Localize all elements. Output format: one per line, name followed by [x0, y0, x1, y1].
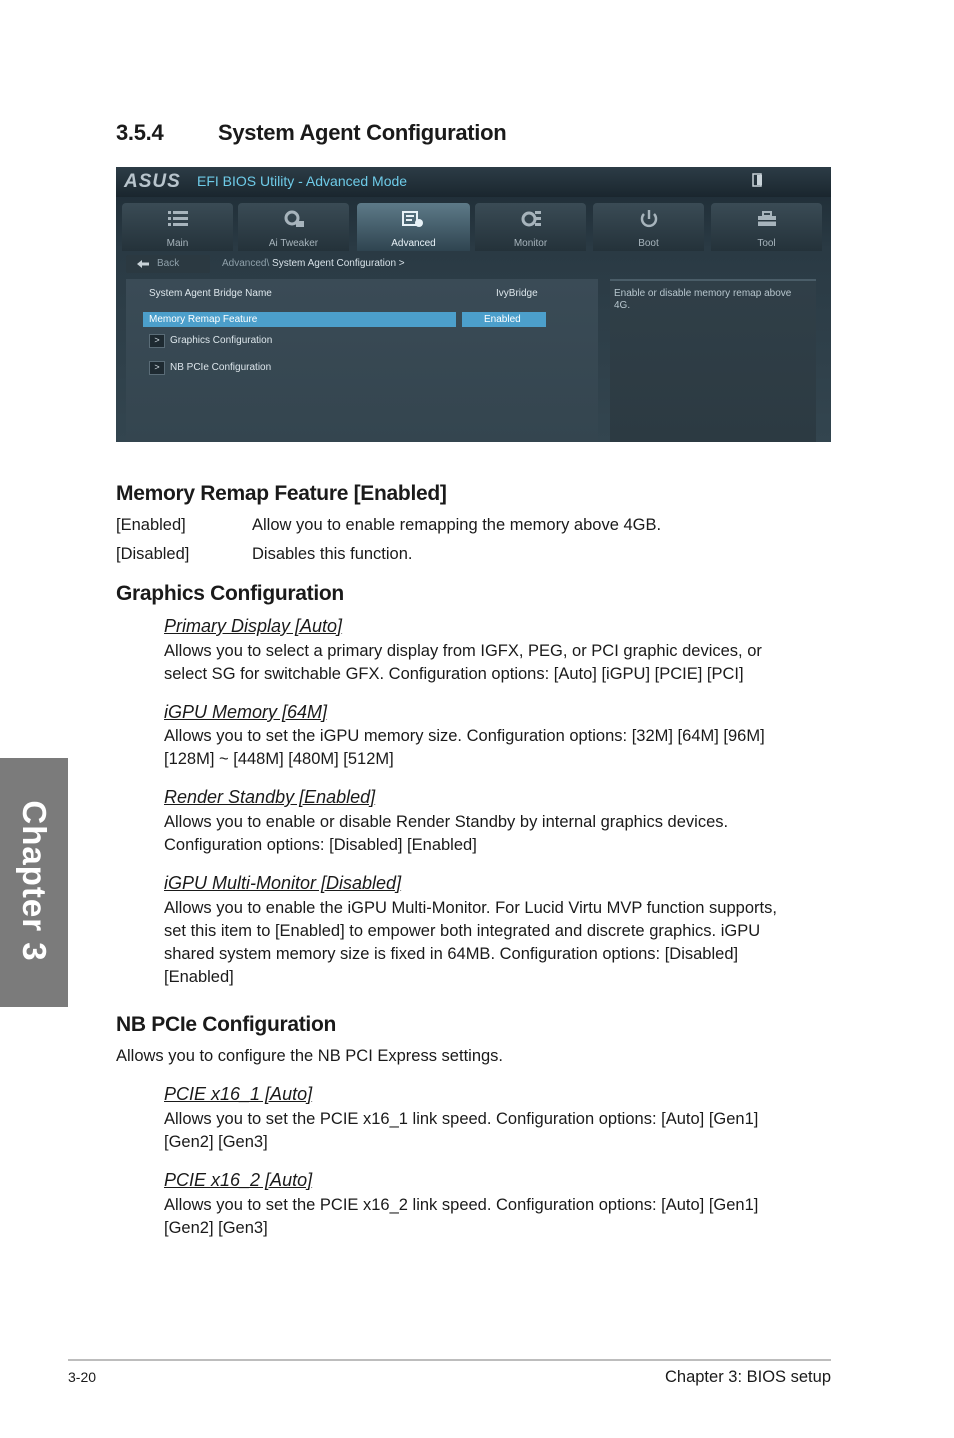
desc-line: Allows you to enable or disable Render Standby by internal graphics devices. [164, 813, 729, 831]
tab-label: Ai Tweaker [268, 238, 319, 249]
back-arrow-icon [136, 259, 150, 269]
desc-line: [Gen2] [Gen3] [164, 1219, 268, 1237]
page-number: 3-20 [68, 1369, 97, 1385]
item-desc [164, 725, 824, 771]
breadcrumb-parent[interactable]: Advanced\ [222, 258, 270, 269]
footer-chapter: Chapter 3: BIOS setup [664, 1368, 831, 1386]
option-desc: Disables this function. [252, 545, 413, 563]
submenu-arrow-icon: > [149, 334, 165, 348]
chapter-side-tab [0, 758, 68, 1007]
desc-line: [Gen2] [Gen3] [164, 1133, 268, 1151]
bios-title: EFI BIOS Utility - Advanced Mode [197, 173, 408, 189]
toolbox-icon [756, 209, 778, 229]
option-desc: Allow you to enable remapping the memory above 4GB. [252, 516, 662, 534]
tab-tool[interactable] [711, 203, 822, 251]
item-desc [164, 1194, 824, 1240]
item-desc [164, 811, 824, 857]
tab-label: Boot [638, 238, 659, 249]
desc-line: Allows you to enable the iGPU Multi-Monitor. For Lucid Virtu MVP function supports, [164, 899, 777, 917]
monitor-icon [520, 209, 542, 229]
tab-label: Main [166, 238, 189, 249]
desc-line: select SG for switchable GFX. Configuration options: [Auto] [iGPU] [PCIE] [PCI] [164, 665, 744, 683]
item-title-igpu-memory: iGPU Memory [64M] [164, 702, 328, 722]
item-desc [164, 1108, 824, 1154]
exit-icon[interactable] [752, 173, 764, 187]
item-title-igpu-multi-monitor: iGPU Multi-Monitor [Disabled] [164, 873, 402, 893]
memory-remap-label: Memory Remap Feature [149, 314, 258, 325]
tweaker-icon [283, 209, 305, 229]
desc-line: shared system memory size is fixed in 64MB. Configuration options: [Disabled] [164, 945, 739, 963]
item-title-pcie-x16-2: PCIE x16_2 [Auto] [164, 1170, 313, 1190]
desc-line: Allows you to set the PCIE x16_2 link speed. Configuration options: [Auto] [Gen1] [164, 1196, 759, 1214]
tab-ai-tweaker[interactable] [238, 203, 349, 251]
desc-line: set this item to [Enabled] to empower both integrated and discrete graphics. iGPU [164, 922, 761, 940]
bridge-name-label: System Agent Bridge Name [149, 288, 272, 299]
tab-monitor[interactable] [475, 203, 586, 251]
desc-line: Allows you to set the PCIE x16_1 link speed. Configuration options: [Auto] [Gen1] [164, 1110, 759, 1128]
option-key: [Disabled] [116, 545, 190, 563]
help-text: Enable or disable memory remap above 4G. [614, 288, 792, 311]
nb-pcie-intro: Allows you to configure the NB PCI Express settings. [116, 1047, 504, 1065]
submenu-nb-pcie-configuration[interactable]: NB PCIe Configuration [170, 362, 272, 373]
back-button[interactable] [126, 255, 210, 273]
submenu-arrow-icon: > [149, 361, 165, 375]
back-label: Back [157, 258, 180, 269]
desc-line: [128M] ~ [448M] [480M] [512M] [164, 750, 394, 768]
item-desc [164, 897, 834, 989]
item-desc [164, 640, 824, 686]
item-title-render-standby: Render Standby [Enabled] [164, 787, 376, 807]
footer-divider [68, 1359, 831, 1361]
section-number: 3.5.4 [116, 120, 164, 145]
asus-logo: ASUS [124, 171, 181, 192]
memory-remap-heading: Memory Remap Feature [Enabled] [116, 482, 447, 505]
bridge-name-value: IvyBridge [496, 288, 538, 299]
tab-boot[interactable] [593, 203, 704, 251]
desc-line: [Enabled] [164, 968, 234, 986]
memory-remap-value: Enabled [484, 314, 521, 325]
advanced-icon [402, 209, 424, 229]
list-icon [167, 209, 189, 229]
item-title-pcie-x16-1: PCIE x16_1 [Auto] [164, 1084, 313, 1104]
tab-label: Tool [757, 238, 776, 249]
bios-screenshot [116, 167, 831, 442]
desc-line: Allows you to set the iGPU memory size. Configuration options: [32M] [64M] [96M] [164, 727, 765, 745]
submenu-graphics-configuration[interactable]: Graphics Configuration [170, 335, 273, 346]
desc-line: Allows you to select a primary display from IGFX, PEG, or PCI graphic devices, or [164, 642, 762, 660]
breadcrumb-current: System Agent Configuration > [272, 258, 405, 269]
tab-main[interactable] [122, 203, 233, 251]
power-icon [638, 209, 660, 229]
item-title-primary-display: Primary Display [Auto] [164, 616, 343, 636]
desc-line: Configuration options: [Disabled] [Enabled] [164, 836, 477, 854]
tab-label: Monitor [513, 238, 548, 249]
bios-settings-panel [126, 279, 598, 442]
chapter-side-label: Chapter 3 [16, 800, 53, 962]
tab-advanced[interactable] [357, 203, 470, 251]
section-title: System Agent Configuration [218, 120, 507, 145]
tab-label: Advanced [391, 238, 436, 249]
breadcrumb [222, 258, 405, 269]
graphics-heading: Graphics Configuration [116, 582, 344, 605]
option-key: [Enabled] [116, 516, 186, 534]
nb-pcie-heading: NB PCIe Configuration [116, 1013, 337, 1036]
